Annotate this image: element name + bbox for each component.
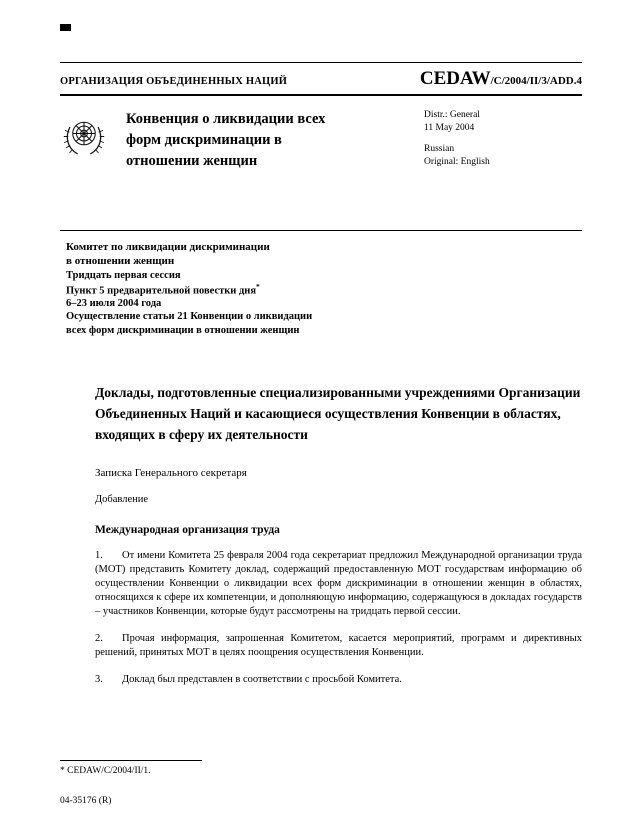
doc-symbol xyxy=(420,69,582,89)
report-title: Доклады, подготовленные специализированными учреждениями Организации Объединенных Наций и касающиеся осуществления Конвенции в областях, входящих в сферу их деятельности xyxy=(95,384,581,442)
footnote-area xyxy=(60,760,202,776)
agenda-line xyxy=(66,282,582,298)
ilo-section-heading: Международная организация труда xyxy=(95,524,280,537)
paragraph-2-text: Прочая информация, запрошенная Комитетом, касается мероприятий, программ и директивных решений, принятых МОТ в целях поощрения осуществления Конвенции. xyxy=(95,633,582,659)
org-name: ОРГАНИЗАЦИЯ ОБЪЕДИНЕННЫХ НАЦИЙ xyxy=(60,76,288,87)
paragraph-1-number: 1. xyxy=(95,550,103,562)
topic-line2: всех форм дискриминации в отношении женщин xyxy=(66,324,300,336)
dates-line: 6–23 июля 2004 года xyxy=(66,298,162,310)
committee-name-line2: в отношении женщин xyxy=(66,254,175,267)
committee-name-line1: Комитет по ликвидации дискриминации xyxy=(66,241,270,254)
paragraph-2 xyxy=(95,632,582,660)
masthead xyxy=(60,62,582,96)
agenda-item: Пункт 5 предварительной повестки дня xyxy=(66,285,257,297)
corner-mark xyxy=(60,24,71,31)
un-emblem-icon xyxy=(60,109,108,169)
language-line: Russian xyxy=(424,144,455,155)
paragraph-2-number: 2. xyxy=(95,633,103,645)
footnote-divider xyxy=(60,760,202,761)
doc-symbol-main: CEDAW xyxy=(419,68,491,89)
paragraph-3 xyxy=(95,673,582,687)
main-content xyxy=(95,383,582,687)
doc-symbol-rest: /C/2004/II/3/ADD.4 xyxy=(490,75,582,87)
agenda-footnote-mark: * xyxy=(256,281,260,291)
footnote-text: * CEDAW/C/2004/II/1. xyxy=(60,766,151,776)
note-by-secretary-general: Записка Генерального секретаря xyxy=(95,467,247,480)
distr-gap xyxy=(424,134,582,143)
distr-line: Distr.: General xyxy=(424,110,480,120)
date-line: 11 May 2004 xyxy=(424,122,475,133)
original-line: Original: English xyxy=(424,156,490,167)
addendum-label: Добавление xyxy=(95,494,149,506)
distribution-block xyxy=(424,109,582,172)
paragraph-1 xyxy=(95,549,582,619)
title-block xyxy=(60,109,582,172)
committee-block xyxy=(60,241,582,337)
paragraph-3-text: Доклад был представлен в соответствии с просьбой Комитета. xyxy=(122,674,402,686)
convention-title: Конвенция о ликвидации всех форм дискриминации в отношении женщин xyxy=(126,111,326,170)
topic-line1: Осуществление статьи 21 Конвенции о ликвидации xyxy=(66,311,313,323)
header-divider xyxy=(60,230,582,231)
paragraph-3-number: 3. xyxy=(95,674,103,686)
paragraph-1-text: От имени Комитета 25 февраля 2004 года секретариат предложил Международной организации труда (МОТ) представить Комитету доклад, содержащий предоставленную МОТ государствам информацию об осуществлении Конвенции о ликвидации всех форм дискриминации в отношении женщин в областях, относящихся к сфере их компетенции, и дополняющую информацию, содержащуюся в докладах государств – участников Конвенции, которые будут рассмотрены на тридцать первой сессии. xyxy=(95,550,582,618)
session-line: Тридцать первая сессия xyxy=(66,269,181,281)
document-job-number: 04-35176 (R) xyxy=(60,796,112,806)
